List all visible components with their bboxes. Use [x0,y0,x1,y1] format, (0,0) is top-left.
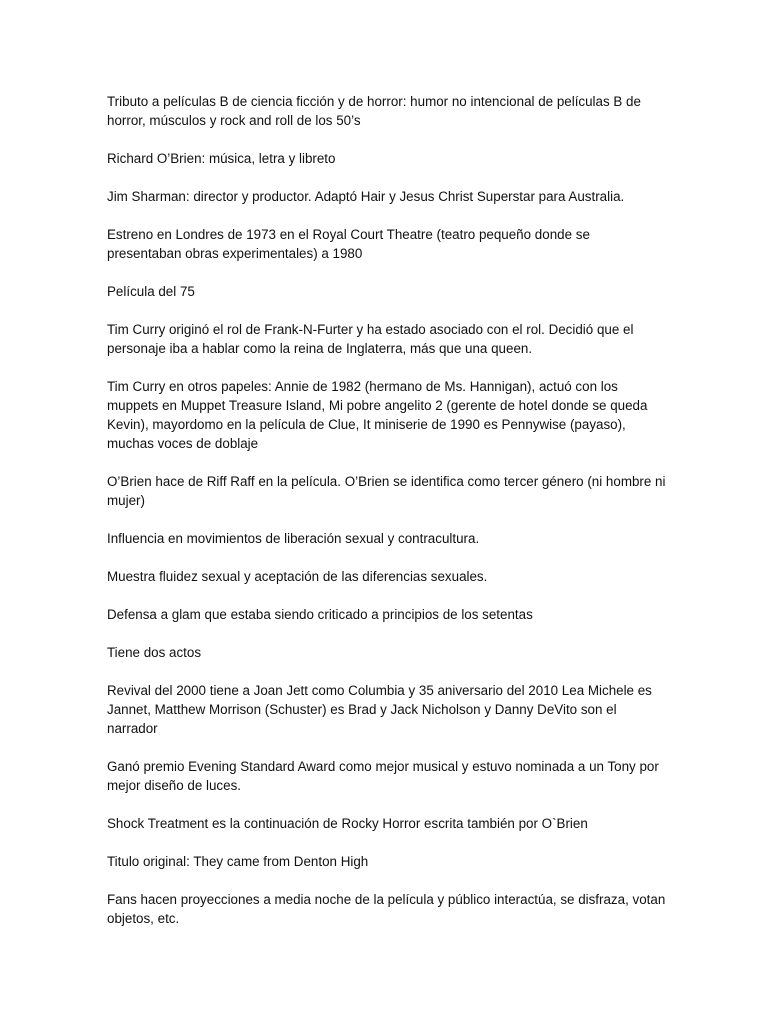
paragraph-titulo-original: Titulo original: They came from Denton High [107,854,369,869]
paragraph-riff-raff: O’Brien hace de Riff Raff en la película. O’Brien se identifica como tercer género (ni hombre ni mujer) [107,474,666,508]
paragraph-pelicula-75: Película del 75 [107,284,195,299]
paragraph-influencia: Influencia en movimientos de liberación sexual y contracultura. [107,531,480,546]
paragraph-tim-curry-rol: Tim Curry originó el rol de Frank-N-Furter y ha estado asociado con el rol. Decidió que el personaje iba a hablar como la reina de Inglaterra, más que una queen. [107,322,634,356]
paragraph-estreno-londres: Estreno en Londres de 1973 en el Royal Court Theatre (teatro pequeño donde se presentaban obras experimentales) a 1980 [107,227,590,261]
paragraph-fluidez: Muestra fluidez sexual y aceptación de las diferencias sexuales. [107,569,488,584]
paragraph-shock-treatment: Shock Treatment es la continuación de Rocky Horror escrita también por O`Brien [107,816,588,831]
paragraph-revival: Revival del 2000 tiene a Joan Jett como Columbia y 35 aniversario del 2010 Lea Michele es Jannet, Matthew Morrison (Schuster) es Brad y Jack Nicholson y Danny DeVito son el narrador [107,683,652,736]
paragraph-premio: Ganó premio Evening Standard Award como mejor musical y estuvo nominada a un Tony por mejor diseño de luces. [107,759,659,793]
paragraph-tributo: Tributo a películas B de ciencia ficción y de horror: humor no intencional de películas B de horror, músculos y rock and roll de los 50’s [107,94,641,128]
paragraph-fans: Fans hacen proyecciones a media noche de la película y público interactúa, se disfraza, votan objetos, etc. [107,892,666,926]
paragraph-richard-obrien: Richard O’Brien: música, letra y libreto [107,151,336,166]
paragraph-glam: Defensa a glam que estaba siendo criticado a principios de los setentas [107,607,533,622]
document-body [107,92,667,947]
paragraph-tim-curry-papeles: Tim Curry en otros papeles: Annie de 1982 (hermano de Ms. Hannigan), actuó con los muppets en Muppet Treasure Island, Mi pobre angelito 2 (gerente de hotel donde se queda Kevin), mayordomo en la película de Clue, It miniserie de 1990 es Pennywise (payaso), muchas voces de doblaje [107,379,648,451]
paragraph-dos-actos: Tiene dos actos [107,645,202,660]
paragraph-jim-sharman: Jim Sharman: director y productor. Adaptó Hair y Jesus Christ Superstar para Australia. [107,189,625,204]
